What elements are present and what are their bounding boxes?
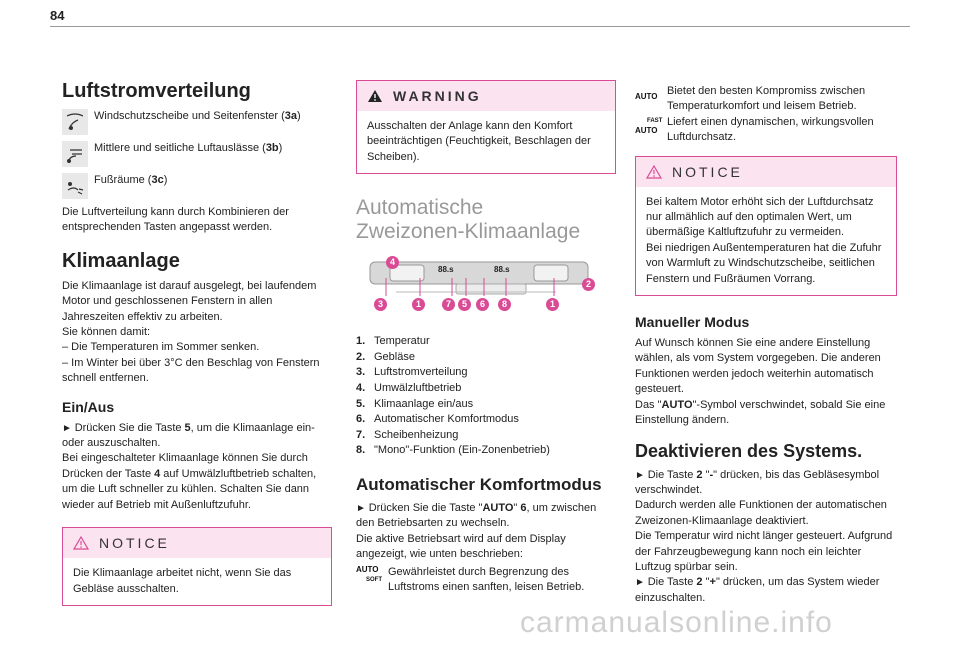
klima-list-item: – Im Winter bei über 3°C den Beschlag von Fenstern schnell entfernen. — [62, 356, 320, 385]
notice-header — [636, 157, 896, 187]
section-title-line-1: Automatische — [356, 196, 484, 220]
notice-warning-icon — [646, 165, 662, 179]
notice-label: NOTICE — [672, 163, 743, 180]
legend-item — [356, 428, 616, 444]
ein-aus-p1-post: , um die Klimaanlage ein- oder auszuschalten. — [62, 421, 315, 450]
callout-1: 1 — [546, 298, 559, 311]
deact-p1-pre: Die Taste — [647, 468, 697, 481]
deact-paragraph-2: Dadurch werden alle Funktionen der automatischen Zweizonen-Klimaanlage deaktiviert. — [635, 499, 887, 527]
warning-label: WARNING — [393, 88, 482, 104]
column-2 — [356, 80, 616, 601]
comfort-paragraph-1 — [356, 501, 616, 532]
auto-soft-bottom: SOFT — [366, 576, 382, 583]
fast-auto-icon — [635, 115, 661, 137]
distribution-text: Die Luftverteilung kann durch Kombinieren der entsprechenden Tasten angepasst werden. — [62, 206, 289, 234]
legend-text: Gebläse — [374, 350, 415, 363]
deact-p1-key: 2 — [696, 468, 703, 481]
deact-p4-post: " drücken, um das System wieder einzuschalten. — [635, 576, 880, 604]
comfort-paragraph-2: Die aktive Betriebsart wird auf dem Display angezeigt, wie unten beschrieben: — [356, 532, 566, 561]
warning-text: Ausschalten der Anlage kann den Komfort beeinträchtigen (Feuchtigkeit, Beschlagen der Scheiben). — [367, 120, 591, 163]
panel-display-left: 88.s — [438, 265, 454, 275]
control-panel-figure — [356, 254, 616, 326]
column-3 — [635, 84, 897, 606]
panel-display-right: 88.s — [494, 265, 510, 275]
deact-p4-pre: Die Taste — [647, 576, 697, 589]
comfort-p1-post: , um zwischen den Betriebsarten zu wechseln. — [356, 501, 597, 530]
notice-warning-icon — [73, 536, 89, 550]
mode-fast — [635, 115, 897, 146]
arrow-icon: ► — [635, 469, 648, 481]
notice-text-2: Bei niedrigen Außentemperaturen hat die Zufuhr von Warmluft zu Windschutzscheibe, seitlichen Fenstern und Fußräumen Vorrang. — [646, 241, 882, 285]
auto-soft-top: AUTO — [356, 564, 379, 574]
arrow-icon: ► — [62, 422, 75, 434]
fast-icon-top: FAST — [647, 117, 663, 124]
callout-2: 2 — [582, 278, 595, 291]
warning-triangle-icon — [367, 89, 383, 103]
comfort-p1-pre: Drücken Sie die Taste " — [368, 501, 483, 514]
mode-auto-text: Bietet den besten Kompromiss zwischen Temperaturkomfort und leisem Betrieb. — [667, 85, 866, 113]
callout-8: 8 — [498, 298, 511, 311]
legend-item — [356, 350, 616, 366]
legend-num: 8. — [356, 444, 366, 457]
legend-item — [356, 334, 616, 350]
legend-text: Temperatur — [374, 335, 430, 348]
fast-icon-bottom: AUTO — [635, 125, 658, 135]
warning-header — [357, 81, 615, 111]
legend-num: 3. — [356, 366, 366, 379]
distribution-item-3b — [62, 141, 332, 167]
watermark: carmanualsonline.info — [520, 606, 833, 639]
arrow-icon: ► — [356, 502, 369, 514]
deact-paragraph-3: Die Temperatur wird nicht länger gesteuert. Aufgrund der Fahrzeugbewegung kann noch ein leichter Luftzug spürbar sein. — [635, 530, 893, 573]
title-manual-mode: Manueller Modus — [635, 314, 750, 331]
legend-text: Automatischer Komfortmodus — [374, 413, 519, 426]
item-3b-post: ) — [278, 142, 283, 154]
legend-num: 7. — [356, 428, 366, 441]
title-comfort-mode: Automatischer Komfortmodus — [356, 474, 602, 494]
deact-p4-key: 2 — [696, 576, 703, 589]
manual-text-2 — [635, 398, 897, 429]
notice-label: NOTICE — [99, 535, 170, 552]
legend-text: Klimaanlage ein/aus — [374, 397, 474, 410]
callout-layer — [356, 80, 616, 81]
legend-item — [356, 365, 616, 381]
title-klimaanlage: Klimaanlage — [62, 249, 180, 272]
deact-p1-mid: " — [702, 468, 710, 481]
legend-num: 4. — [356, 382, 366, 394]
ein-aus-p1-pre: Drücken Sie die Taste — [74, 421, 185, 434]
notice-text-1: Bei kaltem Motor erhöht sich der Luftdurchsatz nur allmählich auf den optimalen Wert, um übermäßige Kaltluftzufuhr zu vermeiden. — [646, 195, 874, 239]
auto-icon: AUTO — [635, 92, 658, 101]
notice-text: Die Klimaanlage arbeitet nicht, wenn Sie das Gebläse ausschalten. — [73, 567, 292, 595]
windscreen-vent-icon — [62, 109, 88, 135]
ein-aus-p2-pre: Bei eingeschalteter Klimaanlage können Sie durch Drücken der Taste — [62, 452, 308, 480]
comfort-p1-mid: " — [513, 501, 521, 514]
top-rule — [50, 26, 910, 27]
legend-text: "Mono"-Funktion (Ein-Zonenbetrieb) — [374, 444, 550, 457]
manual-text-2-key: AUTO — [661, 398, 693, 411]
callout-3: 3 — [374, 298, 387, 311]
item-3b-text: Mittlere und seitliche Luftauslässe ( — [94, 142, 266, 154]
notice-box-2 — [635, 156, 897, 296]
column-1 — [62, 80, 332, 606]
legend-item — [356, 397, 616, 413]
klima-text-1: Die Klimaanlage ist darauf ausgelegt, bei laufendem Motor und geschlossenen Fenstern in allen Jahreszeiten effektiv zu arbeiten. — [62, 279, 317, 323]
deact-p1-sym: - — [709, 468, 714, 481]
callout-4: 4 — [386, 256, 399, 269]
legend-item — [356, 412, 616, 428]
legend-item — [356, 443, 616, 459]
notice-header — [63, 528, 331, 558]
ein-aus-p1-key: 5 — [184, 421, 191, 434]
callout-6: 6 — [476, 298, 489, 311]
arrow-icon: ► — [635, 577, 648, 589]
center-vent-icon — [62, 141, 88, 167]
mode-fast-text: Liefert einen dynamischen, wirkungsvollen Luftdurchsatz. — [667, 115, 874, 144]
item-3b-key: 3b — [265, 142, 279, 154]
legend-text: Scheibenheizung — [374, 428, 459, 441]
title-luftstromverteilung: Luftstromverteilung — [62, 80, 251, 102]
item-3a-post: ) — [297, 110, 301, 122]
ein-aus-p2-key: 4 — [154, 467, 161, 480]
auto-soft-icon — [356, 565, 382, 587]
callout-5: 5 — [458, 298, 471, 311]
mode-auto — [635, 84, 897, 115]
manual-text-2-post: "-Symbol verschwindet, sobald Sie eine Einstellung ändern. — [635, 398, 886, 427]
deact-paragraph-4 — [635, 575, 897, 606]
deact-p4-sym: + — [709, 576, 716, 589]
section-title-line-2: Zweizonen-Klimaanlage — [356, 220, 581, 244]
klima-text-2: Sie können damit: — [62, 326, 151, 339]
manual-text-1: Auf Wunsch können Sie eine andere Einstellung wählen, als vom System vorgegeben. Die anderen Funktionen werden jedoch weiterhin automatisch gesteuert. — [635, 337, 881, 396]
page-number: 84 — [50, 8, 65, 23]
item-3a-text: Windschutzscheibe und Seitenfenster ( — [94, 110, 285, 122]
comfort-p1-key2: 6 — [520, 501, 527, 514]
legend-num: 5. — [356, 397, 366, 410]
callout-7: 7 — [442, 298, 455, 311]
section-title-automatic — [356, 196, 616, 244]
legend-num: 1. — [356, 335, 366, 348]
item-3a-key: 3a — [284, 110, 298, 122]
distribution-item-3c — [62, 173, 332, 199]
ein-aus-paragraph-2 — [62, 451, 332, 513]
footwell-vent-icon — [62, 173, 88, 199]
ein-aus-paragraph-1 — [62, 421, 332, 452]
legend-num: 6. — [356, 413, 366, 426]
title-deactivate: Deaktivieren des Systems. — [635, 440, 863, 461]
legend-text: Umwälzluftbetrieb — [374, 382, 462, 394]
mode-soft-text: Gewährleistet durch Begrenzung des Luftstroms einen sanften, leisen Betrieb. — [388, 565, 585, 593]
callout-1: 1 — [412, 298, 425, 311]
notice-box-1 — [62, 527, 332, 606]
item-3c-text: Fußräume ( — [94, 174, 152, 186]
title-ein-aus: Ein/Aus — [62, 398, 115, 415]
item-3c-key: 3c — [151, 174, 164, 186]
legend-item — [356, 381, 616, 397]
mode-soft — [356, 565, 616, 596]
klima-list-item: – Die Temperaturen im Sommer senken. — [62, 341, 260, 354]
manual-text-2-pre: Das " — [635, 398, 662, 411]
item-3c-post: ) — [163, 174, 168, 186]
legend-text: Luftstromverteilung — [374, 366, 468, 379]
legend-num: 2. — [356, 350, 366, 363]
legend-list — [356, 334, 616, 459]
comfort-p1-key: AUTO — [482, 501, 514, 514]
warning-box — [356, 80, 616, 174]
deact-p4-mid: " — [702, 576, 710, 589]
deact-p1-post: " drücken, bis das Gebläsesymbol verschwindet. — [635, 468, 880, 496]
distribution-item-3a — [62, 109, 332, 135]
ein-aus-p2-post: auf Umwälzluftbetrieb schalten, um die Luft schneller zu kühlen. Schalten Sie dann wieder auf Betrieb mit Außenluftzufuhr. — [62, 467, 317, 511]
deact-paragraph-1 — [635, 468, 897, 499]
